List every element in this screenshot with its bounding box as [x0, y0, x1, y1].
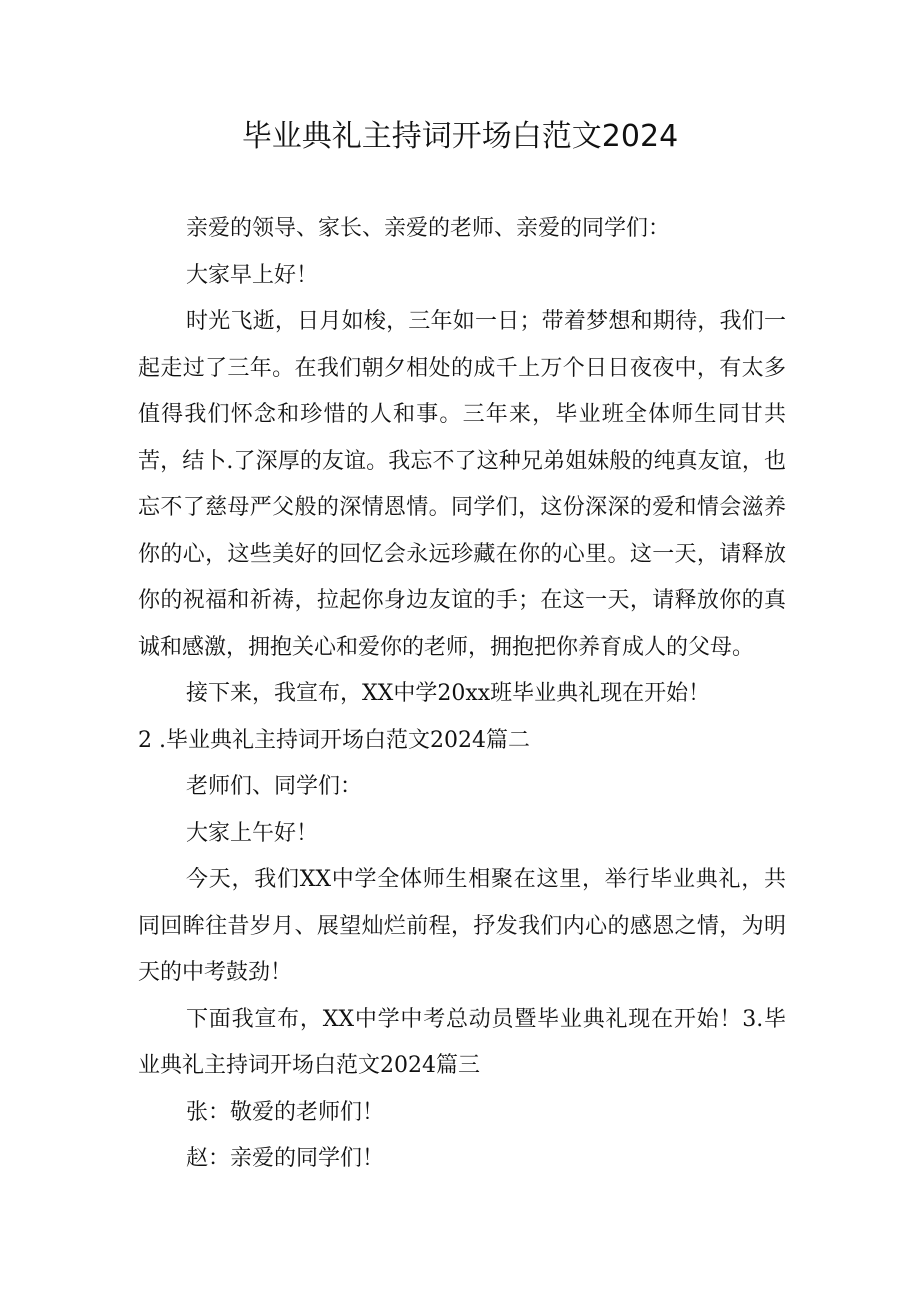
opening-announcement-paragraph: 下面我宣布，XX中学中考总动员暨毕业典礼现在开始！3.毕业典礼主持词开场白范文2024篇三	[138, 1006, 786, 1078]
good-morning-paragraph: 大家早上好！	[186, 262, 319, 288]
section-heading-2: 2 .毕业典礼主持词开场白范文2024篇二	[138, 727, 530, 753]
document-body	[138, 206, 786, 1183]
main-speech-paragraph: 时光飞逝，日月如梭，三年如一日；带着梦想和期待，我们一起走过了三年。在我们朝夕相处的成千上万个日日夜夜中，有太多值得我们怀念和珍惜的人和事。三年来，毕业班全体师生同甘共苦，结卜.了深厚的友谊。我忘不了这种兄弟姐妹般的纯真友谊，也忘不了慈母严父般的深情恩情。同学们，这份深深的爱和情会滋养你的心，这些美好的回忆会永远珍藏在你的心里。这一天，请释放你的祝福和祈祷，拉起你身边友谊的手；在这一天，请释放你的真诚和感激，拥抱关心和爱你的老师，拥抱把你养育成人的父母。	[138, 309, 786, 660]
gathering-paragraph: 今天，我们XX中学全体师生相聚在这里，举行毕业典礼，共同回眸往昔岁月、展望灿烂前程，抒发我们内心的感恩之情，为明天的中考鼓劲！	[138, 867, 786, 985]
announcement-paragraph: 接下来，我宣布，XX中学20xx班毕业典礼现在开始！	[186, 681, 711, 706]
speaker-zhao-line: 赵：亲爱的同学们！	[186, 1146, 385, 1171]
speaker-zhang-line: 张：敬爱的老师们！	[186, 1099, 385, 1125]
document-title: 毕业典礼主持词开场白范文2024	[241, 119, 679, 154]
good-forenoon-paragraph: 大家上午好！	[186, 820, 319, 846]
teachers-students-paragraph: 老师们、同学们：	[186, 774, 363, 799]
greeting-paragraph: 亲爱的领导、家长、亲爱的老师、亲爱的同学们：	[186, 216, 671, 241]
